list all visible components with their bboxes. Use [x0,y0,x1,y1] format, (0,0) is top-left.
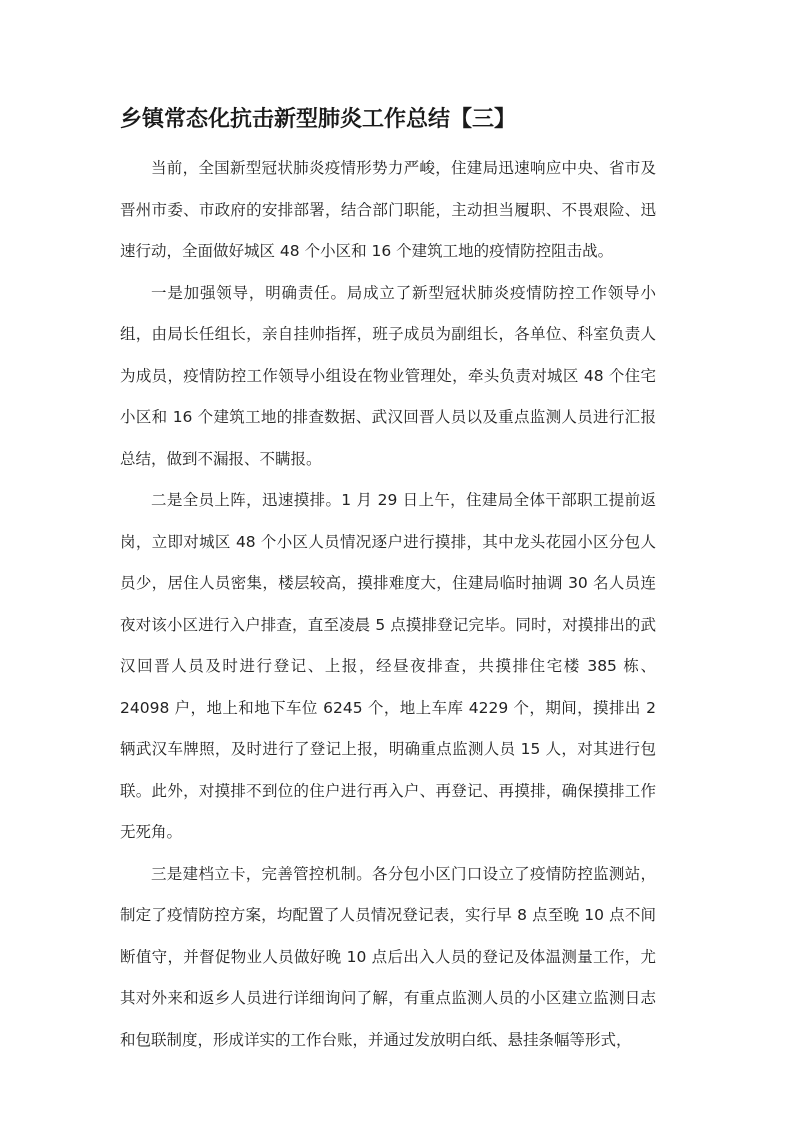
document-title: 乡镇常态化抗击新型肺炎工作总结【三】 [120,107,517,132]
paragraph-intro: 当前，全国新型冠状肺炎疫情形势力严峻，住建局迅速响应中央、省市及晋州市委、市政府的安排部署，结合部门职能，主动担当履职、不畏艰险、迅速行动，全面做好城区 48 个小区和 16 个建筑工地的疫情防控阻击战。 [120,159,656,260]
paragraph-investigation: 二是全员上阵，迅速摸排。1 月 29 日上午，住建局全体干部职工提前返岗，立即对城区 48 个小区人员情况逐户进行摸排，其中龙头花园小区分包人员少，居住人员密集，楼层较高，摸排难度大，住建局临时抽调 30 名人员连夜对该小区进行入户排查，直至凌晨 5 点摸排登记完毕。同时，对摸排出的武汉回晋人员及时进行登记、上报，经昼夜排查，共摸排住宅楼 385 栋、24098 户，地上和地下车位 6245 个，地上车库 4229 个，期间，摸排出 2 辆武汉车牌照，及时进行了登记上报，明确重点监测人员 15 人，对其进行包联。此外，对摸排不到位的住户进行再入户、再登记、再摸排，确保摸排工作无死角。 [120,491,656,841]
document-body [120,148,656,1061]
paragraph-leadership: 一是加强领导，明确责任。局成立了新型冠状肺炎疫情防控工作领导小组，由局长任组长，亲自挂帅指挥，班子成员为副组长，各单位、科室负责人为成员，疫情防控工作领导小组设在物业管理处，牵头负责对城区 48 个住宅小区和 16 个建筑工地的排查数据、武汉回晋人员以及重点监测人员进行汇报总结，做到不漏报、不瞒报。 [120,283,656,468]
paragraph-control-mechanism: 三是建档立卡，完善管控机制。各分包小区门口设立了疫情防控监测站，制定了疫情防控方案，均配置了人员情况登记表，实行早 8 点至晚 10 点不间断值守，并督促物业人员做好晚 10 点后出入人员的登记及体温测量工作，尤其对外来和返乡人员进行详细询问了解，有重点监测人员的小区建立监测日志和包联制度，形成详实的工作台账，并通过发放明白纸、悬挂条幅等形式， [120,864,656,1049]
